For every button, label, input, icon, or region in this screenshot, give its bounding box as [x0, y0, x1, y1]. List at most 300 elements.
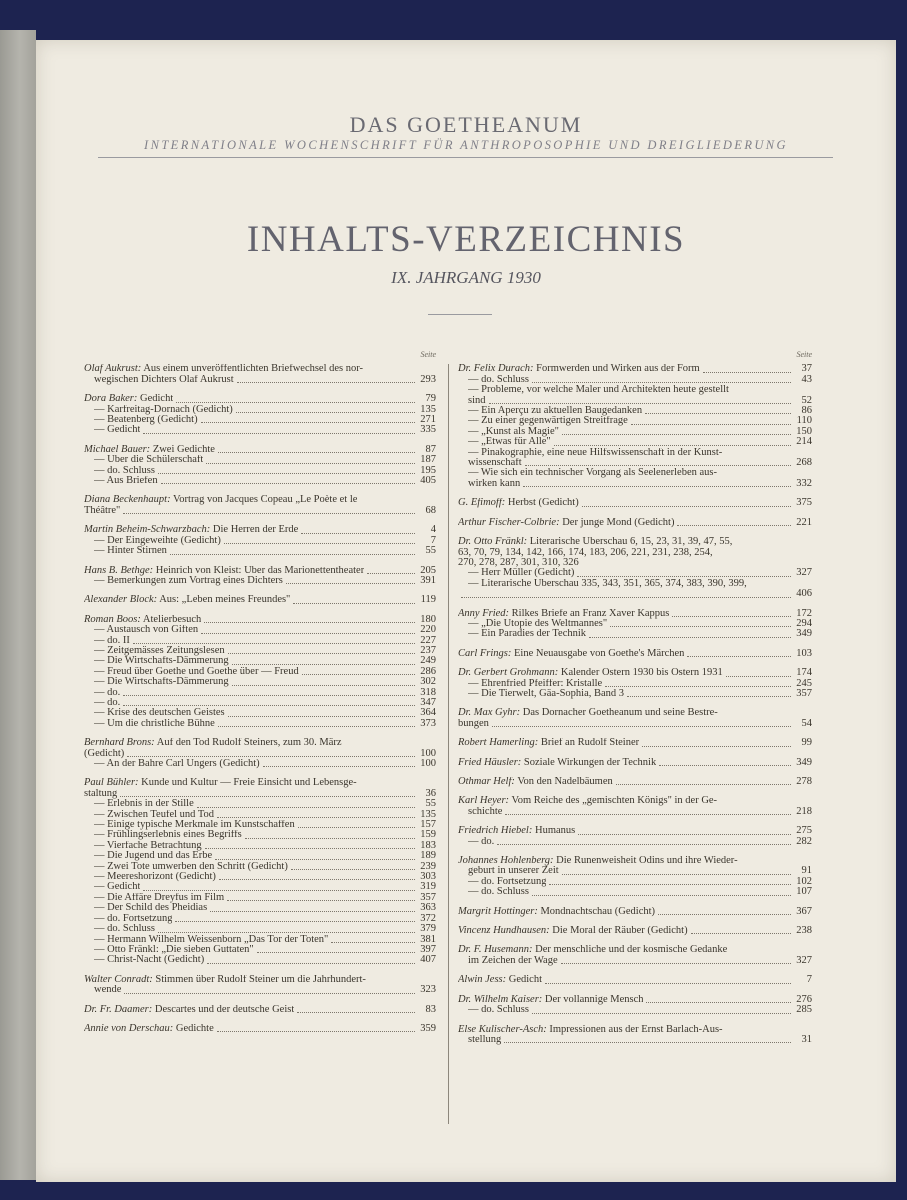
- index-line: [84, 375, 436, 385]
- index-line: [84, 646, 436, 656]
- index-line: [458, 837, 812, 847]
- leader-dots: [286, 583, 415, 584]
- entry-author: Paul Bühler:: [84, 778, 139, 789]
- leader-dots: [237, 382, 415, 383]
- entry-title: — Freud über Goethe und Goethe über — Freud: [94, 666, 299, 677]
- page-number: 238: [796, 925, 812, 937]
- leader-dots: [158, 932, 415, 933]
- entry-title: Herbst (Gedicht): [507, 498, 579, 509]
- page-number: 107: [796, 886, 812, 898]
- masthead-rule: [98, 157, 833, 158]
- page-number: 83: [425, 1003, 436, 1015]
- leader-dots: [672, 616, 791, 617]
- entry-title: — Literarische Überschau 335, 343, 351, 365, 374, 383, 390, 399,: [468, 578, 747, 589]
- page-number: 86: [801, 405, 812, 417]
- index-line: [84, 525, 436, 535]
- entry-title: staltung: [84, 788, 118, 799]
- entry-author: Friedrich Hiebel:: [458, 826, 533, 837]
- page-number: 119: [420, 594, 436, 606]
- leader-dots: [218, 452, 415, 453]
- index-line: [458, 375, 812, 385]
- index-entry: [458, 777, 812, 787]
- entry-title: — Christ-Nacht (Gedicht): [94, 955, 205, 966]
- index-line: [458, 1005, 812, 1015]
- index-line: [458, 926, 812, 936]
- leader-dots: [461, 597, 791, 598]
- leader-dots: [616, 784, 791, 785]
- entry-title: — Beatenberg (Gedicht): [94, 415, 198, 426]
- page-number: 159: [420, 829, 436, 841]
- entry-title: Kalender Ostern 1930 bis Ostern 1931: [560, 668, 723, 679]
- page-number: 319: [420, 881, 436, 893]
- index-line: [84, 476, 436, 486]
- leader-dots: [215, 859, 415, 860]
- leader-dots: [659, 765, 791, 766]
- leader-dots: [302, 674, 415, 675]
- index-entry: [458, 1025, 812, 1046]
- leader-dots: [123, 705, 415, 706]
- index-line: [84, 405, 436, 415]
- index-line: [458, 1035, 812, 1045]
- leader-dots: [232, 664, 415, 665]
- entry-title: bungen: [458, 718, 489, 729]
- entry-author: Dr. Felix Durach:: [458, 364, 534, 375]
- leader-dots: [123, 513, 415, 514]
- page-number: 55: [425, 545, 436, 557]
- index-line: [84, 872, 436, 882]
- entry-title: schichte: [468, 806, 503, 817]
- entry-title: — do. Fortsetzung: [468, 876, 547, 887]
- page-number: 373: [420, 717, 436, 729]
- entry-author: Fried Häusler:: [458, 757, 522, 768]
- entry-title: — Pinakographie, eine neue Hilfswissenschaft in der Kunst-: [468, 447, 723, 458]
- entry-title: Soziale Wirkungen der Technik: [523, 757, 657, 768]
- leader-dots: [170, 554, 415, 555]
- index-line: [84, 820, 436, 830]
- index-line: [84, 851, 436, 861]
- page-number: 221: [796, 516, 812, 528]
- entry-title: — do. Fortsetzung: [94, 913, 173, 924]
- index-line: [458, 468, 812, 478]
- leader-dots: [143, 890, 415, 891]
- page-number: 349: [796, 628, 812, 640]
- index-line: [458, 668, 812, 678]
- index-entry: [84, 595, 436, 605]
- entry-title: Gedicht: [140, 394, 174, 405]
- entry-title: wende: [94, 985, 122, 996]
- masthead-subtitle: INTERNATIONALE WOCHENSCHRIFT FÜR ANTHROPOSOPHIE UND DREIGLIEDERUNG: [144, 138, 788, 152]
- leader-dots: [703, 372, 791, 373]
- index-entry: [84, 495, 436, 516]
- page-number: 363: [420, 902, 436, 914]
- index-line: [84, 546, 436, 556]
- entry-title: — Zu einer gegenwärtigen Streitfrage: [468, 416, 628, 427]
- entry-title: 270, 278, 287, 301, 310, 326: [458, 557, 579, 568]
- index-line: [84, 455, 436, 465]
- leader-dots: [175, 921, 415, 922]
- leader-dots: [158, 473, 415, 474]
- index-line: [458, 877, 812, 887]
- index-line: [84, 625, 436, 635]
- page-number: 135: [420, 403, 436, 415]
- page-number: 249: [420, 655, 436, 667]
- page-title: INHALTS-VERZEICHNIS: [246, 219, 686, 260]
- index-entry: [84, 566, 436, 587]
- index-line: [84, 576, 436, 586]
- entry-title: — Gedicht: [94, 425, 141, 436]
- page-number: 367: [796, 905, 812, 917]
- entry-title: wegischen Dichters Olaf Aukrust: [94, 374, 234, 385]
- leader-dots: [497, 844, 791, 845]
- page-number: 91: [801, 865, 812, 877]
- page-number: 183: [420, 839, 436, 851]
- page-number: 37: [801, 363, 812, 375]
- leader-dots: [331, 942, 415, 943]
- entry-title: — do. Schluss: [94, 465, 155, 476]
- leader-dots: [642, 746, 791, 747]
- index-line: [84, 445, 436, 455]
- index-line: [84, 656, 436, 666]
- index-line: [458, 479, 812, 489]
- page-number: 318: [420, 686, 436, 698]
- entry-title: Humanus: [534, 826, 576, 837]
- page-number: 52: [801, 394, 812, 406]
- index-entry: [458, 518, 812, 528]
- page-number: 327: [796, 567, 812, 579]
- entry-title: — do.: [94, 697, 121, 708]
- leader-dots: [133, 643, 415, 644]
- entry-author: Martin Beheim-Schwarzbach:: [84, 525, 211, 536]
- index-line: [84, 862, 436, 872]
- page-number: 157: [420, 819, 436, 831]
- leader-dots: [562, 434, 791, 435]
- entry-title: Die Herren der Erde: [212, 525, 299, 536]
- entry-title: — Zeitgemässes Zeitungslesen: [94, 645, 225, 656]
- index-line: [84, 955, 436, 965]
- entry-author: Margrit Hottinger:: [458, 906, 538, 917]
- entry-author: Bernhard Brons:: [84, 738, 155, 749]
- leader-dots: [605, 686, 791, 687]
- leader-dots: [228, 716, 415, 717]
- index-entry: [458, 975, 812, 985]
- page-number: 405: [420, 475, 436, 487]
- entry-title: Zwei Gedichte: [152, 444, 215, 455]
- entry-author: Michael Bauer:: [84, 444, 151, 455]
- index-line: [458, 826, 812, 836]
- index-entry: [458, 796, 812, 817]
- index-line: [458, 995, 812, 1005]
- index-line: [458, 758, 812, 768]
- leader-dots: [562, 874, 791, 875]
- page-number: 103: [796, 647, 812, 659]
- leader-dots: [589, 637, 791, 638]
- leader-dots: [505, 814, 791, 815]
- index-line: [84, 935, 436, 945]
- page-number: 43: [801, 373, 812, 385]
- entry-author: Johannes Hohlenberg:: [458, 856, 554, 867]
- entry-title: — Wie sich ein technischer Vorgang als Seelenerleben aus-: [468, 468, 717, 479]
- page-column-label: Seite: [796, 350, 812, 359]
- page-number: 54: [801, 717, 812, 729]
- entry-title: Descartes und der deutsche Geist: [154, 1004, 295, 1015]
- index-line: [84, 688, 436, 698]
- index-line: [458, 649, 812, 659]
- page-number: 68: [425, 504, 436, 516]
- entry-title: — Krise des deutschen Geistes: [94, 708, 225, 719]
- entry-title: Die Runenweisheit Odins und ihre Wieder-: [556, 856, 738, 867]
- entry-title: — Der Eingeweihte (Gedicht): [94, 535, 221, 546]
- index-line: [84, 893, 436, 903]
- entry-title: — Frühlingserlebnis eines Begriffs: [94, 830, 242, 841]
- leader-dots: [236, 412, 415, 413]
- index-entry: [84, 394, 436, 436]
- page-number: 239: [420, 860, 436, 872]
- entry-title: Heinrich von Kleist: Über das Marionettentheater: [155, 565, 365, 576]
- entry-title: — do.: [468, 836, 495, 847]
- leader-dots: [176, 402, 415, 403]
- entry-title: — „Etwas für Alle": [468, 437, 551, 448]
- entry-title: Aus: „Leben meines Freundes": [159, 595, 291, 606]
- leader-dots: [206, 463, 415, 464]
- entry-author: Dr. Otto Fränkl:: [458, 537, 528, 548]
- page-number: 31: [801, 1033, 812, 1045]
- index-line: [458, 416, 812, 426]
- index-line: [84, 595, 436, 605]
- index-line: [84, 415, 436, 425]
- page-number: 391: [420, 574, 436, 586]
- leader-dots: [201, 633, 415, 634]
- index-line: [458, 568, 812, 578]
- index-entry: [458, 995, 812, 1016]
- index-line: [84, 945, 436, 955]
- page-number: 205: [420, 564, 436, 576]
- index-line: [84, 495, 436, 505]
- leader-dots: [367, 573, 415, 574]
- entry-title: Gedichte: [175, 1023, 214, 1034]
- entry-title: Vom Reiche des „gemischten Königs" in der Ge-: [511, 796, 718, 807]
- entry-title: Formwerden und Wirken aus der Form: [536, 364, 700, 375]
- index-entry: [458, 537, 812, 599]
- page-number: 99: [801, 737, 812, 749]
- entry-title: Mondnachtschau (Gedicht): [540, 906, 656, 917]
- page-number: 187: [420, 454, 436, 466]
- page-number: 278: [796, 776, 812, 787]
- entry-title: Rilkes Briefe an Franz Xaver Kappus: [511, 608, 670, 619]
- index-line: [84, 615, 436, 625]
- page-number: 110: [796, 415, 812, 427]
- page-number: 36: [425, 787, 436, 799]
- index-entry: [458, 826, 812, 847]
- page-number: 87: [425, 443, 436, 455]
- index-line: [458, 856, 812, 866]
- page-number: 364: [420, 707, 436, 719]
- entry-title: Brief an Rudolf Steiner: [540, 738, 640, 749]
- leader-dots: [549, 884, 791, 885]
- leader-dots: [532, 895, 791, 896]
- index-line: [84, 985, 436, 995]
- entry-title: — Die Wirtschafts-Dämmerung: [94, 677, 229, 688]
- entry-title: — Austausch von Giften: [94, 625, 199, 636]
- entry-title: — Ehrenfried Pfeiffer: Kristalle: [468, 678, 603, 689]
- entry-title: — do. Schluss: [468, 374, 529, 385]
- page-number: 237: [420, 644, 436, 656]
- index-line: [458, 945, 812, 955]
- index-entry: [458, 907, 812, 917]
- index-line: [84, 425, 436, 435]
- leader-dots: [205, 848, 415, 849]
- index-line: [84, 636, 436, 646]
- entry-title: — Meereshorizont (Gedicht): [94, 872, 216, 883]
- page-number: 375: [796, 497, 812, 509]
- index-line: [458, 548, 812, 558]
- leader-dots: [217, 1031, 415, 1032]
- title-rule: [428, 314, 492, 315]
- leader-dots: [161, 483, 415, 484]
- index-entry: [458, 758, 812, 768]
- index-line: [458, 975, 812, 985]
- index-line: [458, 396, 812, 406]
- entry-author: Hans B. Bethge:: [84, 565, 154, 576]
- leader-dots: [293, 603, 415, 604]
- page-number: 302: [420, 676, 436, 688]
- index-line: [84, 738, 436, 748]
- index-entry: [84, 738, 436, 769]
- entry-title: Impressionen aus der Ernst Barlach-Aus-: [549, 1024, 723, 1035]
- page-number: 4: [430, 524, 436, 536]
- entry-title: geburt in unserer Zeit: [468, 866, 559, 877]
- entry-title: — Zwei Tote umwerben den Schritt (Gedicht): [94, 861, 288, 872]
- index-entry: [84, 615, 436, 729]
- page-number: 275: [796, 825, 812, 837]
- leader-dots: [577, 576, 791, 577]
- index-line: [458, 448, 812, 458]
- index-line: [458, 558, 812, 568]
- index-entry: [84, 975, 436, 996]
- page-number: 359: [420, 1022, 436, 1034]
- leader-dots: [291, 869, 415, 870]
- page-number: 357: [796, 687, 812, 699]
- leader-dots: [201, 422, 415, 423]
- index-line: [458, 427, 812, 437]
- index-line: [458, 796, 812, 806]
- page-number: 100: [420, 758, 436, 769]
- page-number: 323: [420, 984, 436, 996]
- entry-author: Carl Frings:: [458, 648, 512, 659]
- page-number: 294: [796, 617, 812, 629]
- entry-title: — Ein Aperçu zu aktuellen Baugedanken: [468, 406, 643, 417]
- leader-dots: [210, 911, 415, 912]
- entry-author: Arthur Fischer-Colbrie:: [458, 517, 560, 528]
- index-line: [84, 778, 436, 788]
- document-page: [36, 40, 896, 1182]
- entry-title: Aus einem unveröffentlichten Briefwechsel des nor-: [143, 364, 364, 375]
- entry-title: — Um die christliche Bühne: [94, 718, 215, 729]
- index-line: [458, 537, 812, 547]
- index-line: [458, 1025, 812, 1035]
- index-line: [458, 437, 812, 447]
- leader-dots: [232, 685, 415, 686]
- index-line: [458, 498, 812, 508]
- page-number: 55: [425, 798, 436, 810]
- entry-author: Othmar Helf:: [458, 777, 515, 787]
- leader-dots: [525, 465, 791, 466]
- entry-author: Dr. Gerbert Grohmann:: [458, 668, 559, 679]
- page-number: 195: [420, 464, 436, 476]
- entry-title: — „Kunst als Magie": [468, 426, 559, 437]
- entry-title: — An der Bahre Carl Ungers (Gedicht): [94, 759, 260, 769]
- entry-title: im Zeichen der Wage: [468, 955, 558, 966]
- index-entry: [458, 926, 812, 936]
- index-line: [84, 677, 436, 687]
- page-number: 335: [420, 424, 436, 436]
- entry-title: sind: [468, 395, 486, 406]
- page-number: 79: [425, 393, 436, 405]
- page-number: 135: [420, 808, 436, 820]
- page-number: 189: [420, 850, 436, 862]
- page-number: 218: [796, 805, 812, 817]
- page-number: 180: [420, 613, 436, 625]
- entry-author: Alexander Block:: [84, 595, 158, 606]
- entry-title: — do. Schluss: [468, 1005, 529, 1016]
- index-line: [458, 719, 812, 729]
- index-line: [458, 629, 812, 639]
- index-line: [84, 719, 436, 729]
- leader-dots: [504, 1042, 791, 1043]
- leader-dots: [257, 952, 415, 953]
- leader-dots: [523, 486, 791, 487]
- leader-dots: [228, 653, 415, 654]
- page-number: 406: [796, 588, 812, 600]
- entry-title: — Hinter Stirnen: [94, 546, 167, 557]
- entry-title: — Vierfache Betrachtung: [94, 840, 202, 851]
- entry-author: Alwin Jess:: [458, 975, 507, 986]
- leader-dots: [123, 695, 415, 696]
- page-number: 286: [420, 665, 436, 677]
- index-line: [84, 975, 436, 985]
- leader-dots: [227, 900, 415, 901]
- index-entry: [458, 668, 812, 699]
- entry-title: — Die Jugend und das Erbe: [94, 851, 213, 862]
- index-line: [84, 364, 436, 374]
- entry-title: — do. Schluss: [468, 887, 529, 898]
- index-entry: [458, 364, 812, 489]
- entry-author: Dr. Fr. Daamer:: [84, 1004, 153, 1015]
- entry-title: Atelierbesuch: [142, 614, 202, 625]
- booklet-spine: [0, 30, 36, 1180]
- page-number: 102: [796, 875, 812, 887]
- entry-title: — „Die Utopie des Weltmannes": [468, 618, 608, 629]
- index-line: [458, 777, 812, 787]
- entry-title: Von den Nadelbäumen: [517, 777, 613, 787]
- page-number: 332: [796, 477, 812, 489]
- index-line: [458, 738, 812, 748]
- leader-dots: [646, 1002, 791, 1003]
- leader-dots: [197, 807, 415, 808]
- index-line: [458, 907, 812, 917]
- leader-dots: [532, 382, 791, 383]
- leader-dots: [545, 983, 791, 984]
- page-number: 327: [796, 954, 812, 966]
- index-entry: [84, 445, 436, 487]
- leader-dots: [631, 424, 791, 425]
- page-number: 7: [806, 974, 812, 986]
- entry-author: Walter Conradt:: [84, 974, 153, 985]
- page-number: 220: [420, 624, 436, 636]
- index-line: [458, 689, 812, 699]
- entry-author: Diana Beckenhaupt:: [84, 495, 171, 506]
- entry-title: — Karfreitag-Dornach (Gedicht): [94, 404, 233, 415]
- index-entry: [458, 649, 812, 659]
